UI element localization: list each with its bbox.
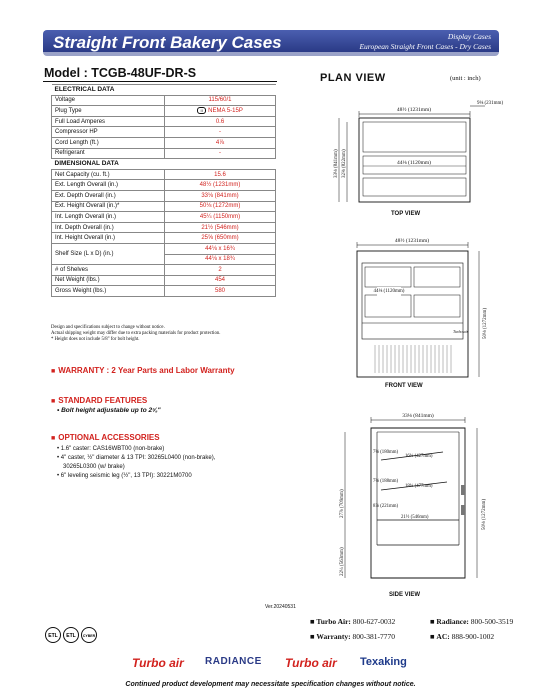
etl-text: ETL — [48, 633, 58, 639]
top-view-label: TOP VIEW — [391, 211, 421, 217]
plug-icon: II — [197, 107, 206, 114]
accessory-text: 4" caster, ½" diameter & 13 TPI: 30265L0400 (non-brake), — [60, 455, 216, 461]
list-item: • 1.6" caster: CAS16WBT00 (non-brake) — [57, 446, 165, 452]
optional-accessories-title: OPTIONAL ACCESSORIES — [58, 433, 160, 442]
brand-mark: Turbo air — [453, 329, 469, 334]
dim-label: 33⅛ (841mm) — [334, 149, 339, 178]
dim-label: 48½ (1231mm) — [396, 107, 432, 113]
etl-text: ETL — [66, 633, 76, 639]
model-underline — [43, 81, 277, 82]
front-view-outline — [357, 251, 468, 377]
footer-note: Continued product development may necessitate specification changes without notice. — [125, 681, 416, 688]
note-line: Design and specifications subject to change without notice. — [51, 325, 165, 330]
etl-icon — [46, 628, 61, 643]
cyber-icon — [82, 628, 97, 643]
contact-row: ■ Warranty: 800-381-7770 — [310, 632, 395, 641]
dim-label: 48½ (1231mm) — [394, 238, 430, 244]
dim-label: 33⅛ (841mm) — [402, 413, 434, 419]
dim-label: 50⅛ (1272mm) — [483, 307, 488, 339]
dim-label: 7⅜ (188mm) — [373, 479, 399, 484]
plug-type-value: NEMA 5-15P — [208, 108, 243, 115]
dim-label: 18¾ (477mm) — [405, 484, 433, 489]
brand-logos — [60, 656, 480, 672]
spec-label: Gross Weight (lbs.) — [52, 286, 165, 297]
spec-notes — [51, 325, 220, 343]
subcategory-label: European Straight Front Cases - Dry Cases — [359, 42, 491, 51]
contact-name: AC: — [436, 632, 450, 641]
certification-logos — [44, 626, 104, 653]
front-view-label: FRONT VIEW — [385, 383, 423, 389]
spec-label: Plug Type — [52, 106, 165, 117]
spec-label: Net Weight (lbs.) — [52, 275, 165, 286]
standard-features-heading — [51, 396, 147, 405]
spec-value: 44⅛ x 18¾ — [165, 254, 276, 265]
spec-value: 33⅛ (841mm) — [165, 190, 276, 201]
spec-label: Ext. Length Overall (in.) — [52, 180, 165, 191]
electrical-header: ELECTRICAL DATA — [52, 85, 276, 96]
spec-label: Shelf Size (L x D) (in.) — [52, 243, 165, 264]
spec-value: 44⅛ x 16¾ — [165, 243, 276, 254]
side-view-label: SIDE VIEW — [389, 592, 421, 598]
note-line: Actual shipping weight may differ due to extra packing materials for product protection. — [51, 331, 221, 336]
spec-value: 454 — [165, 275, 276, 286]
spec-label: Int. Height Overall (in.) — [52, 233, 165, 244]
spec-value: 45¼ (1150mm) — [165, 212, 276, 223]
warranty-heading — [51, 366, 235, 375]
note-line: * Height does not include 5/8" for bolt height. — [51, 337, 140, 342]
page-title: Straight Front Bakery Cases — [53, 33, 282, 52]
spec-label: Ext. Height Overall (in.)* — [52, 201, 165, 212]
etl-sanitation-icon — [64, 628, 79, 643]
contact-row: ■ Radiance: 800-500-3519 — [430, 617, 514, 626]
warranty-text: WARRANTY : 2 Year Parts and Labor Warranty — [58, 366, 235, 375]
turbo-air-logo: Turbo air — [285, 656, 337, 670]
spec-label: Cord Length (ft.) — [52, 137, 165, 148]
header-banner — [43, 30, 499, 56]
list-item: • 4" caster, ½" diameter & 13 TPI: 30265L0400 (non-brake), — [57, 455, 216, 461]
spec-value: 0.6 — [165, 116, 276, 127]
accessory-text: 6" leveling seismic leg (½", 13 TPI): 30221M0700 — [60, 473, 192, 479]
contact-name: Warranty: — [316, 632, 351, 641]
spec-value: 50⅛ (1272mm) — [165, 201, 276, 212]
bullet-icon: ■ — [51, 398, 56, 405]
dim-label: 27⅞ (709mm) — [340, 489, 345, 518]
spec-label: # of Shelves — [52, 265, 165, 276]
dim-label: 50⅛ (1272mm) — [482, 498, 487, 530]
dim-label: 44⅛ (1120mm) — [396, 160, 432, 166]
version-label: Ver.20240531 — [265, 604, 296, 610]
bullet-icon: ■ — [51, 435, 56, 442]
unit-label: (unit : inch) — [450, 75, 481, 82]
dim-label: 44⅛ (1120mm) — [373, 289, 405, 294]
contact-phone: 800-500-3519 — [470, 617, 514, 626]
spec-label: Int. Length Overall (in.) — [52, 212, 165, 223]
turbo-air-logo: Turbo air — [132, 656, 184, 670]
spec-value: 580 — [165, 286, 276, 297]
accessory-text: 30265L0300 (w/ brake) — [63, 464, 125, 470]
radiance-logo: RADIANCE — [205, 656, 262, 667]
side-view-drawing — [325, 410, 500, 590]
list-item: • Bolt height adjustable up to 2⅝" — [57, 407, 161, 414]
contact-name: Turbo Air: — [316, 617, 351, 626]
contact-row: ■ Turbo Air: 800-627-0032 — [310, 617, 396, 626]
contact-phone: 800-627-0032 — [352, 617, 396, 626]
spec-label: Voltage — [52, 95, 165, 106]
texaking-logo: Texaking — [360, 656, 407, 668]
model-title: Model : TCGB-48UF-DR-S — [44, 66, 197, 80]
list-item — [63, 463, 125, 472]
spec-table — [51, 84, 276, 297]
spec-value: 2 — [165, 265, 276, 276]
spec-value: 21½ (546mm) — [165, 222, 276, 233]
spec-value: - — [165, 148, 276, 159]
spec-value: 25⅝ (650mm) — [165, 233, 276, 244]
optional-accessories-heading — [51, 433, 160, 442]
bullet-icon: ■ — [51, 368, 56, 375]
spec-label: Compressor HP — [52, 127, 165, 138]
spec-value: 48½ (1231mm) — [165, 180, 276, 191]
spec-value — [165, 106, 276, 117]
top-view-drawing — [325, 100, 504, 212]
cyber-text: CYBER — [82, 634, 96, 638]
dim-label: 9⅛ (231mm) — [477, 101, 504, 106]
contact-phone: 888-900-1002 — [451, 632, 495, 641]
dim-label: 16¾ (427mm) — [405, 454, 433, 459]
spec-label: Int. Depth Overall (in.) — [52, 222, 165, 233]
spec-value: 4⅞ — [165, 137, 276, 148]
contact-row: ■ AC: 888-900-1002 — [430, 632, 495, 641]
spec-label: Refrigerant — [52, 148, 165, 159]
spec-value: - — [165, 127, 276, 138]
accessory-text: 1.6" caster: CAS16WBT00 (non-brake) — [60, 446, 165, 452]
dim-label: 32⅜ (822mm) — [342, 149, 347, 178]
spec-label: Full Load Amperes — [52, 116, 165, 127]
feature-text: Bolt height adjustable up to 2⅝" — [61, 407, 161, 414]
dim-label: 21½ (546mm) — [401, 515, 429, 520]
spec-value: 15.6 — [165, 169, 276, 180]
contact-name: Radiance: — [436, 617, 469, 626]
standard-features-title: STANDARD FEATURES — [58, 396, 148, 405]
spec-value: 115/60/1 — [165, 95, 276, 106]
list-item: • 6" leveling seismic leg (½", 13 TPI): 30221M0700 — [57, 473, 192, 479]
dim-label: 7⅛ (180mm) — [373, 450, 399, 455]
dim-label: 8⅞ (221mm) — [373, 504, 399, 509]
plan-view-title: PLAN VIEW — [320, 72, 386, 84]
dim-label: 22¼ (563mm) — [340, 547, 345, 576]
spec-label: Net Capacity (cu. ft.) — [52, 169, 165, 180]
contact-phone: 800-381-7770 — [352, 632, 395, 641]
category-label: Display Cases — [447, 32, 491, 41]
spec-label: Ext. Depth Overall (in.) — [52, 190, 165, 201]
dimensional-header: DIMENSIONAL DATA — [52, 159, 276, 170]
front-view-drawing — [335, 235, 495, 380]
